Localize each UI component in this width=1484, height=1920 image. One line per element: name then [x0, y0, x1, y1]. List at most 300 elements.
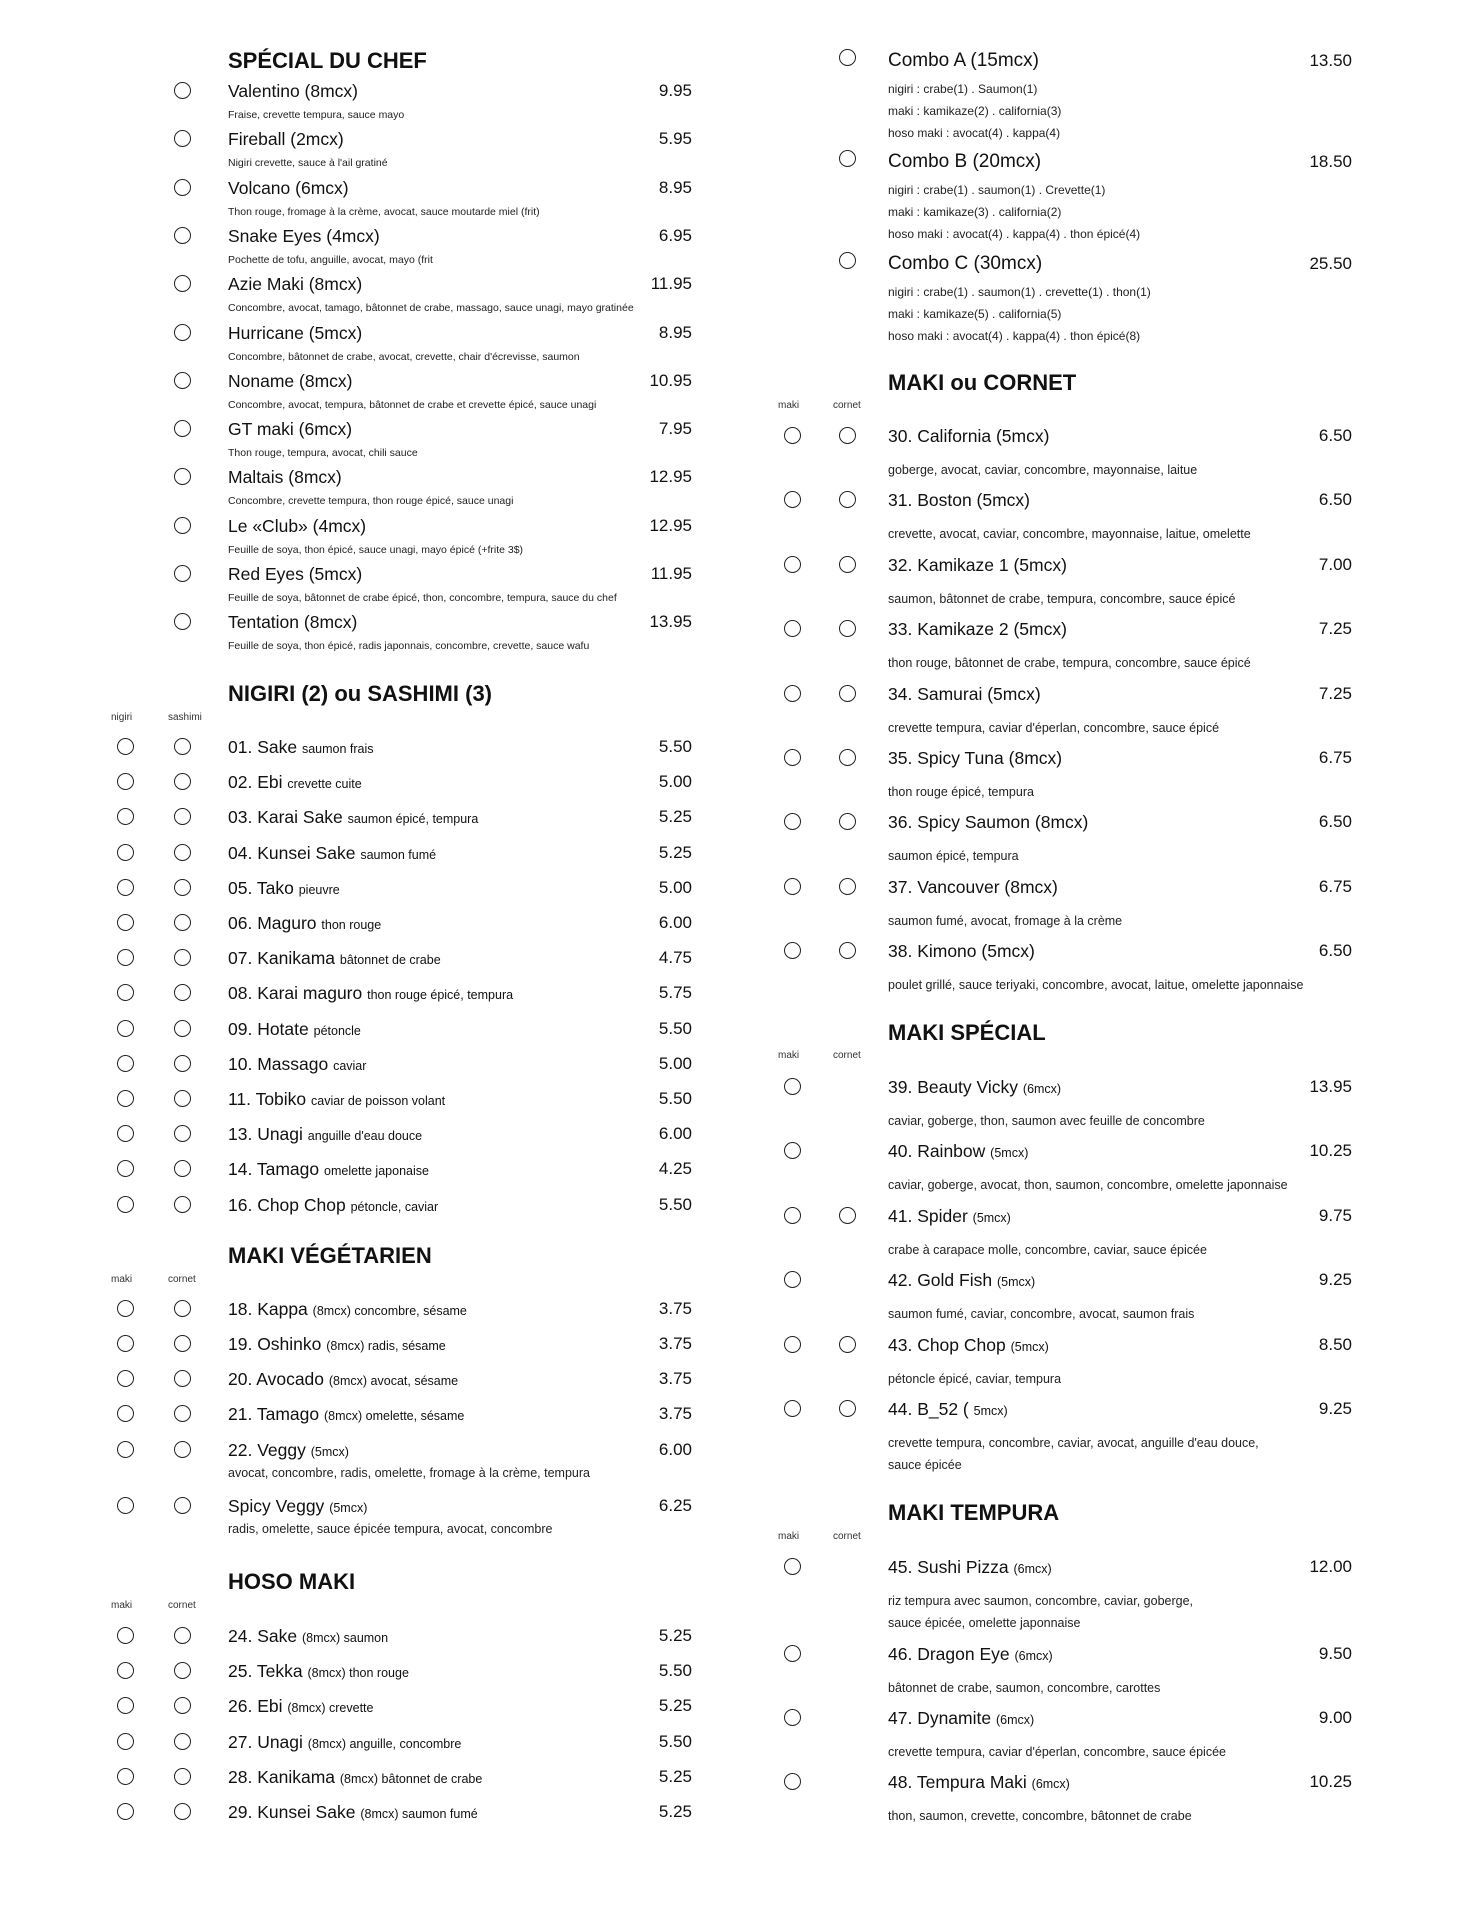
select-maki-radio[interactable]	[784, 556, 801, 573]
select-maki-radio[interactable]	[784, 685, 801, 702]
select-cornet-radio[interactable]	[174, 1697, 191, 1714]
item-description: crabe à carapace molle, concombre, caviar, sauce épicée	[888, 1242, 1207, 1257]
item-name	[228, 564, 362, 585]
item-description: crevette tempura, concombre, caviar, avocat, anguille d'eau douce,	[888, 1436, 1259, 1450]
select-nigiri-radio[interactable]	[117, 738, 134, 755]
item-detail: (6mcx)	[1014, 1649, 1053, 1663]
combo-name: Combo B (20mcx)	[888, 151, 1042, 172]
item-price: 8.50	[1318, 1334, 1352, 1354]
item-detail: (8mcx) avocat, sésame	[328, 1374, 459, 1388]
column-header-cornet: cornet	[833, 1050, 861, 1061]
select-cornet-radio[interactable]	[174, 1405, 191, 1422]
item-price: 12.95	[649, 515, 692, 535]
select-sashimi-radio[interactable]	[174, 1055, 191, 1072]
item-name	[228, 1732, 461, 1753]
item-price: 9.50	[1318, 1644, 1352, 1663]
item-price: 5.25	[658, 1802, 692, 1821]
select-maki-radio[interactable]	[117, 1627, 134, 1644]
section-title: SPÉCIAL DU CHEF	[228, 48, 427, 73]
item-title: 37. Vancouver (8mcx)	[888, 876, 1058, 897]
item-price: 6.50	[1318, 941, 1352, 961]
select-maki-radio[interactable]	[784, 1078, 801, 1095]
select-nigiri-radio[interactable]	[117, 1125, 134, 1142]
column-header-nigiri: nigiri	[111, 712, 133, 723]
item-name	[888, 877, 1058, 898]
item-name	[888, 1270, 1035, 1291]
item-price: 7.25	[1318, 683, 1352, 703]
item-name	[228, 1195, 438, 1216]
item-title: 38. Kimono (5mcx)	[888, 941, 1035, 962]
column-header-cornet: cornet	[833, 400, 861, 411]
select-sashimi-radio[interactable]	[174, 738, 191, 755]
item-name	[888, 1141, 1028, 1162]
item-price: 12.00	[1309, 1557, 1352, 1576]
select-cornet-radio[interactable]	[839, 749, 856, 766]
item-title: 34. Samurai (5mcx)	[888, 683, 1041, 704]
item-price: 5.50	[658, 1194, 692, 1214]
item-description: Thon rouge, tempura, avocat, chili sauce	[228, 447, 418, 460]
item-detail: (5mcx)	[972, 1210, 1011, 1225]
select-cornet-radio[interactable]	[839, 620, 856, 637]
select-item-radio[interactable]	[174, 372, 191, 389]
item-title: 16. Chop Chop	[228, 1194, 346, 1215]
item-name	[228, 371, 352, 392]
item-name	[228, 323, 362, 344]
item-description: pétoncle épicé, caviar, tempura	[888, 1371, 1062, 1386]
item-price: 4.75	[658, 948, 692, 968]
item-price: 3.75	[658, 1404, 692, 1423]
section-title: MAKI VÉGÉTARIEN	[228, 1243, 432, 1268]
item-price: 5.95	[658, 129, 692, 149]
item-detail: (8mcx) saumon fumé	[360, 1807, 478, 1821]
select-maki-radio[interactable]	[117, 1405, 134, 1422]
select-cornet-radio[interactable]	[174, 1768, 191, 1785]
select-maki-radio[interactable]	[784, 620, 801, 637]
item-detail: (6mcx)	[1031, 1777, 1070, 1791]
item-price: 5.50	[658, 1661, 692, 1681]
select-item-radio[interactable]	[174, 227, 191, 244]
select-maki-radio[interactable]	[784, 749, 801, 766]
item-title: Le «Club» (4mcx)	[228, 515, 367, 536]
item-description: caviar, goberge, thon, saumon avec feuille de concombre	[888, 1114, 1205, 1128]
select-maki-radio[interactable]	[117, 1662, 134, 1679]
select-nigiri-radio[interactable]	[117, 914, 134, 931]
item-name	[228, 807, 478, 828]
select-cornet-radio[interactable]	[839, 813, 856, 830]
item-detail: (8mcx) saumon	[301, 1631, 389, 1645]
item-title: 46. Dragon Eye	[888, 1644, 1010, 1664]
item-detail: (8mcx) bâtonnet de crabe	[339, 1771, 483, 1786]
column-header-maki: maki	[778, 1050, 800, 1061]
item-price: 9.75	[1318, 1205, 1352, 1225]
item-title: 33. Kamikaze 2 (5mcx)	[888, 619, 1067, 640]
column-header-cornet: cornet	[168, 1274, 196, 1285]
item-name	[228, 467, 342, 488]
item-detail: 5mcx)	[973, 1404, 1008, 1418]
item-detail: caviar de poisson volant	[311, 1094, 446, 1108]
item-name	[228, 129, 344, 150]
item-title: 04. Kunsei Sake	[228, 842, 356, 863]
select-nigiri-radio[interactable]	[117, 773, 134, 790]
item-description: Nigiri crevette, sauce à l'ail gratiné	[228, 157, 388, 170]
select-cornet-radio[interactable]	[839, 878, 856, 895]
item-description: thon rouge, bâtonnet de crabe, tempura, concombre, sauce épicé	[888, 656, 1251, 671]
item-title: 22. Veggy	[228, 1440, 306, 1460]
item-price: 6.50	[1318, 426, 1352, 445]
select-maki-radio[interactable]	[117, 1733, 134, 1750]
item-title: 35. Spicy Tuna (8mcx)	[888, 748, 1063, 768]
select-maki-radio[interactable]	[784, 813, 801, 830]
item-name	[228, 948, 441, 969]
item-name	[888, 1644, 1053, 1665]
combo-detail-line: hoso maki : avocat(4) . kappa(4) . thon épicé(8)	[888, 329, 1141, 343]
item-detail: anguille d'eau douce	[307, 1129, 423, 1144]
item-name	[228, 772, 362, 793]
item-description: bâtonnet de crabe, saumon, concombre, carottes	[888, 1681, 1161, 1695]
item-price: 9.25	[1318, 1399, 1352, 1418]
select-maki-radio[interactable]	[117, 1335, 134, 1352]
select-item-radio[interactable]	[174, 179, 191, 196]
select-sashimi-radio[interactable]	[174, 1125, 191, 1142]
item-name	[888, 1399, 1008, 1420]
item-description: radis, omelette, sauce épicée tempura, avocat, concombre	[228, 1522, 553, 1536]
item-price: 5.00	[658, 877, 692, 897]
item-description: saumon fumé, avocat, fromage à la crème	[888, 913, 1123, 928]
item-title: Maltais (8mcx)	[228, 467, 342, 488]
item-name	[228, 226, 380, 247]
combo-price: 13.50	[1309, 51, 1352, 70]
item-price: 6.75	[1318, 876, 1352, 896]
select-cornet-radio[interactable]	[839, 427, 856, 444]
item-title: 26. Ebi	[228, 1696, 283, 1717]
section-title: MAKI ou CORNET	[888, 370, 1077, 395]
item-name	[228, 419, 352, 440]
combo-detail-line: maki : kamikaze(5) . california(5)	[888, 307, 1062, 321]
select-cornet-radio[interactable]	[174, 1300, 191, 1317]
select-maki-radio[interactable]	[117, 1497, 134, 1514]
item-price: 13.95	[649, 612, 692, 632]
select-cornet-radio[interactable]	[174, 1662, 191, 1679]
item-name	[888, 1557, 1052, 1578]
item-name	[228, 913, 381, 934]
item-price: 9.95	[658, 81, 692, 100]
item-price: 5.50	[658, 737, 692, 756]
item-detail: (5mcx)	[1010, 1339, 1049, 1354]
item-description: thon, saumon, crevette, concombre, bâtonnet de crabe	[888, 1809, 1192, 1823]
select-maki-radio[interactable]	[784, 1142, 801, 1159]
select-cornet-radio[interactable]	[839, 685, 856, 702]
item-title: 45. Sushi Pizza	[888, 1557, 1009, 1577]
select-maki-radio[interactable]	[784, 1400, 801, 1417]
select-nigiri-radio[interactable]	[117, 844, 134, 861]
select-maki-radio[interactable]	[784, 1773, 801, 1790]
item-description: Pochette de tofu, anguille, avocat, mayo (frit	[228, 253, 433, 266]
select-sashimi-radio[interactable]	[174, 914, 191, 931]
item-detail: (6mcx)	[1022, 1082, 1062, 1096]
item-title: 14. Tamago	[228, 1159, 320, 1180]
item-title: 41. Spider	[888, 1205, 968, 1226]
item-title: 09. Hotate	[228, 1018, 309, 1039]
item-name	[228, 1696, 374, 1717]
item-price: 6.75	[1318, 748, 1352, 767]
select-cornet-radio[interactable]	[839, 942, 856, 959]
item-description: poulet grillé, sauce teriyaki, concombre, avocat, laitue, omelette japonnaise	[888, 978, 1304, 993]
item-price: 12.95	[649, 467, 692, 487]
item-title: 01. Sake	[228, 737, 298, 757]
combo-detail-line: hoso maki : avocat(4) . kappa(4) . thon épicé(4)	[888, 227, 1141, 241]
select-cornet-radio[interactable]	[839, 1207, 856, 1224]
item-price: 5.00	[658, 772, 692, 792]
item-title: 30. California (5mcx)	[888, 426, 1050, 446]
item-detail: omelette japonaise	[324, 1164, 429, 1179]
item-description: riz tempura avec saumon, concombre, caviar, goberge,	[888, 1594, 1194, 1608]
item-detail: (6mcx)	[995, 1713, 1035, 1727]
item-price: 9.25	[1318, 1270, 1352, 1290]
item-name	[228, 878, 340, 899]
select-maki-radio[interactable]	[117, 1300, 134, 1317]
item-title: 13. Unagi	[228, 1124, 303, 1145]
item-title: 39. Beauty Vicky	[888, 1077, 1019, 1097]
item-detail: thon rouge	[321, 918, 382, 932]
item-description: Feuille de soya, bâtonnet de crabe épicé, thon, concombre, tempura, sauce du chef	[228, 592, 617, 604]
select-sashimi-radio[interactable]	[174, 1160, 191, 1177]
item-name	[228, 612, 357, 633]
item-name	[888, 1708, 1034, 1729]
select-maki-radio[interactable]	[784, 1645, 801, 1662]
select-maki-radio[interactable]	[117, 1803, 134, 1820]
item-name	[888, 555, 1067, 576]
select-sashimi-radio[interactable]	[174, 1196, 191, 1213]
select-maki-radio[interactable]	[784, 1271, 801, 1288]
item-description: saumon fumé, caviar, concombre, avocat, saumon frais	[888, 1307, 1195, 1322]
select-item-radio[interactable]	[174, 565, 191, 582]
item-title: Volcano (6mcx)	[228, 177, 349, 198]
item-title: 05. Tako	[228, 877, 294, 898]
item-price: 7.00	[1318, 554, 1352, 574]
combo-detail-line: maki : kamikaze(3) . california(2)	[888, 205, 1062, 219]
select-sashimi-radio[interactable]	[174, 1090, 191, 1107]
select-cornet-radio[interactable]	[839, 1336, 856, 1353]
item-price: 13.95	[1309, 1077, 1352, 1096]
select-item-radio[interactable]	[174, 275, 191, 292]
select-maki-radio[interactable]	[784, 878, 801, 895]
item-description: Feuille de soya, thon épicé, radis japonnais, concombre, crevette, sauce wafu	[228, 640, 590, 653]
item-name	[228, 1299, 467, 1320]
select-maki-radio[interactable]	[784, 1207, 801, 1224]
combo-price: 18.50	[1309, 152, 1352, 171]
item-description: thon rouge épicé, tempura	[888, 785, 1034, 799]
select-sashimi-radio[interactable]	[174, 773, 191, 790]
select-combo-radio[interactable]	[839, 49, 856, 66]
select-maki-radio[interactable]	[784, 942, 801, 959]
select-cornet-radio[interactable]	[174, 1803, 191, 1820]
combo-name: Combo C (30mcx)	[888, 253, 1043, 274]
item-description: avocat, concombre, radis, omelette, fromage à la crème, tempura	[228, 1466, 590, 1480]
select-item-radio[interactable]	[174, 82, 191, 99]
item-detail: pétoncle, caviar	[350, 1199, 439, 1214]
select-cornet-radio[interactable]	[174, 1441, 191, 1458]
item-price: 4.25	[658, 1159, 692, 1179]
item-price: 6.95	[658, 225, 692, 245]
select-maki-radio[interactable]	[784, 1558, 801, 1575]
select-nigiri-radio[interactable]	[117, 1196, 134, 1213]
select-maki-radio[interactable]	[784, 427, 801, 444]
item-price: 5.50	[658, 1018, 692, 1038]
item-detail: saumon épicé, tempura	[347, 812, 479, 827]
section-title: NIGIRI (2) ou SASHIMI (3)	[228, 681, 492, 706]
item-price: 3.75	[658, 1369, 692, 1388]
item-price: 9.00	[1318, 1708, 1352, 1727]
item-title: 03. Karai Sake	[228, 807, 343, 828]
item-title: 24. Sake	[228, 1626, 298, 1646]
item-price: 11.95	[650, 564, 692, 583]
item-title: Hurricane (5mcx)	[228, 322, 363, 343]
item-title: Fireball (2mcx)	[228, 129, 344, 150]
item-title: 36. Spicy Saumon (8mcx)	[888, 812, 1089, 833]
select-nigiri-radio[interactable]	[117, 808, 134, 825]
item-detail: (5mcx)	[329, 1501, 368, 1515]
item-price: 10.25	[1309, 1141, 1352, 1161]
item-detail: saumon fumé	[360, 847, 437, 862]
item-price: 6.00	[658, 1440, 692, 1459]
item-title: 48. Tempura Maki	[888, 1772, 1027, 1792]
item-price: 7.95	[658, 419, 692, 439]
item-description-line2: sauce épicée, omelette japonnaise	[888, 1616, 1081, 1630]
item-detail: (8mcx) omelette, sésame	[324, 1409, 465, 1423]
item-name	[228, 1124, 422, 1145]
select-cornet-radio[interactable]	[839, 491, 856, 508]
item-price: 3.75	[658, 1334, 692, 1353]
select-maki-radio[interactable]	[784, 1709, 801, 1726]
select-item-radio[interactable]	[174, 130, 191, 147]
item-title: 43. Chop Chop	[888, 1334, 1006, 1355]
item-title: 07. Kanikama	[228, 948, 336, 969]
select-sashimi-radio[interactable]	[174, 949, 191, 966]
item-detail: (8mcx) thon rouge	[307, 1666, 409, 1681]
select-combo-radio[interactable]	[839, 150, 856, 167]
select-item-radio[interactable]	[174, 420, 191, 437]
item-price: 10.95	[649, 370, 692, 390]
item-title: 28. Kanikama	[228, 1766, 336, 1787]
item-detail: (8mcx) concombre, sésame	[312, 1304, 467, 1318]
select-maki-radio[interactable]	[117, 1370, 134, 1387]
item-price: 5.25	[658, 1696, 692, 1716]
select-cornet-radio[interactable]	[174, 1370, 191, 1387]
item-title: 31. Boston (5mcx)	[888, 490, 1030, 511]
item-price: 7.25	[1318, 619, 1352, 639]
select-combo-radio[interactable]	[839, 252, 856, 269]
section-title: HOSO MAKI	[228, 1569, 356, 1594]
item-price: 5.25	[658, 1766, 692, 1786]
item-name	[228, 1661, 409, 1682]
item-price: 3.75	[658, 1299, 692, 1318]
select-nigiri-radio[interactable]	[117, 984, 134, 1001]
select-item-radio[interactable]	[174, 324, 191, 341]
select-cornet-radio[interactable]	[174, 1497, 191, 1514]
item-name	[228, 983, 513, 1004]
combo-detail-line: nigiri : crabe(1) . saumon(1) . Crevette(1)	[888, 183, 1106, 197]
item-name	[888, 490, 1030, 511]
item-description: Thon rouge, fromage à la crème, avocat, sauce moutarde miel (frit)	[228, 205, 540, 218]
column-header-cornet: cornet	[168, 1600, 196, 1611]
select-cornet-radio[interactable]	[174, 1733, 191, 1750]
item-name	[888, 812, 1088, 833]
item-title: Noname (8mcx)	[228, 370, 353, 391]
item-name	[888, 684, 1041, 705]
item-price: 5.50	[658, 1731, 692, 1751]
item-description: crevette, avocat, caviar, concombre, mayonnaise, laitue, omelette	[888, 527, 1251, 542]
select-nigiri-radio[interactable]	[117, 1020, 134, 1037]
item-description: caviar, goberge, avocat, thon, saumon, concombre, omelette japonnaise	[888, 1178, 1288, 1193]
section-title: MAKI SPÉCIAL	[888, 1020, 1046, 1045]
column-header-maki: maki	[778, 400, 800, 411]
combo-detail-line: maki : kamikaze(2) . california(3)	[888, 104, 1062, 118]
item-name	[228, 1626, 388, 1647]
select-nigiri-radio[interactable]	[117, 1090, 134, 1107]
select-nigiri-radio[interactable]	[117, 1160, 134, 1177]
item-name	[888, 941, 1035, 962]
item-name	[228, 81, 358, 102]
select-item-radio[interactable]	[174, 613, 191, 630]
item-title: Valentino (8mcx)	[228, 81, 359, 101]
item-price: 5.50	[658, 1089, 692, 1108]
select-nigiri-radio[interactable]	[117, 879, 134, 896]
item-title: Azie Maki (8mcx)	[228, 274, 363, 295]
column-header-maki: maki	[111, 1274, 133, 1285]
select-maki-radio[interactable]	[117, 1697, 134, 1714]
item-price: 6.50	[1318, 490, 1352, 510]
section-title: MAKI TEMPURA	[888, 1500, 1060, 1525]
select-sashimi-radio[interactable]	[174, 1020, 191, 1037]
select-sashimi-radio[interactable]	[174, 984, 191, 1001]
item-price: 6.00	[658, 1124, 692, 1144]
item-name	[888, 1772, 1070, 1793]
combo-price: 25.50	[1309, 254, 1352, 273]
select-nigiri-radio[interactable]	[117, 1055, 134, 1072]
item-description: Concombre, bâtonnet de crabe, avocat, crevette, chair d'écrevisse, saumon	[228, 350, 580, 363]
select-cornet-radio[interactable]	[839, 1400, 856, 1417]
select-maki-radio[interactable]	[784, 1336, 801, 1353]
select-item-radio[interactable]	[174, 468, 191, 485]
column-header-maki: maki	[111, 1600, 133, 1611]
item-name	[228, 516, 366, 537]
item-detail: (5mcx)	[310, 1445, 349, 1459]
item-description: Concombre, avocat, tempura, bâtonnet de crabe et crevette épicé, sauce unagi	[228, 398, 597, 411]
item-price: 8.95	[658, 177, 692, 197]
item-price: 5.25	[658, 1626, 692, 1645]
select-maki-radio[interactable]	[117, 1441, 134, 1458]
select-item-radio[interactable]	[174, 517, 191, 534]
item-title: 21. Tamago	[228, 1404, 320, 1424]
item-price: 10.25	[1309, 1772, 1352, 1791]
item-name	[888, 1077, 1061, 1098]
select-sashimi-radio[interactable]	[174, 844, 191, 861]
item-name	[888, 426, 1049, 447]
select-maki-radio[interactable]	[784, 491, 801, 508]
select-cornet-radio[interactable]	[174, 1335, 191, 1352]
select-maki-radio[interactable]	[117, 1768, 134, 1785]
select-nigiri-radio[interactable]	[117, 949, 134, 966]
item-price: 6.50	[1318, 812, 1352, 832]
select-sashimi-radio[interactable]	[174, 808, 191, 825]
select-sashimi-radio[interactable]	[174, 879, 191, 896]
item-name	[888, 619, 1067, 640]
item-name	[228, 843, 436, 864]
select-cornet-radio[interactable]	[839, 556, 856, 573]
column-header-sashimi: sashimi	[168, 712, 202, 723]
item-price: 6.00	[658, 913, 692, 932]
select-cornet-radio[interactable]	[174, 1627, 191, 1644]
